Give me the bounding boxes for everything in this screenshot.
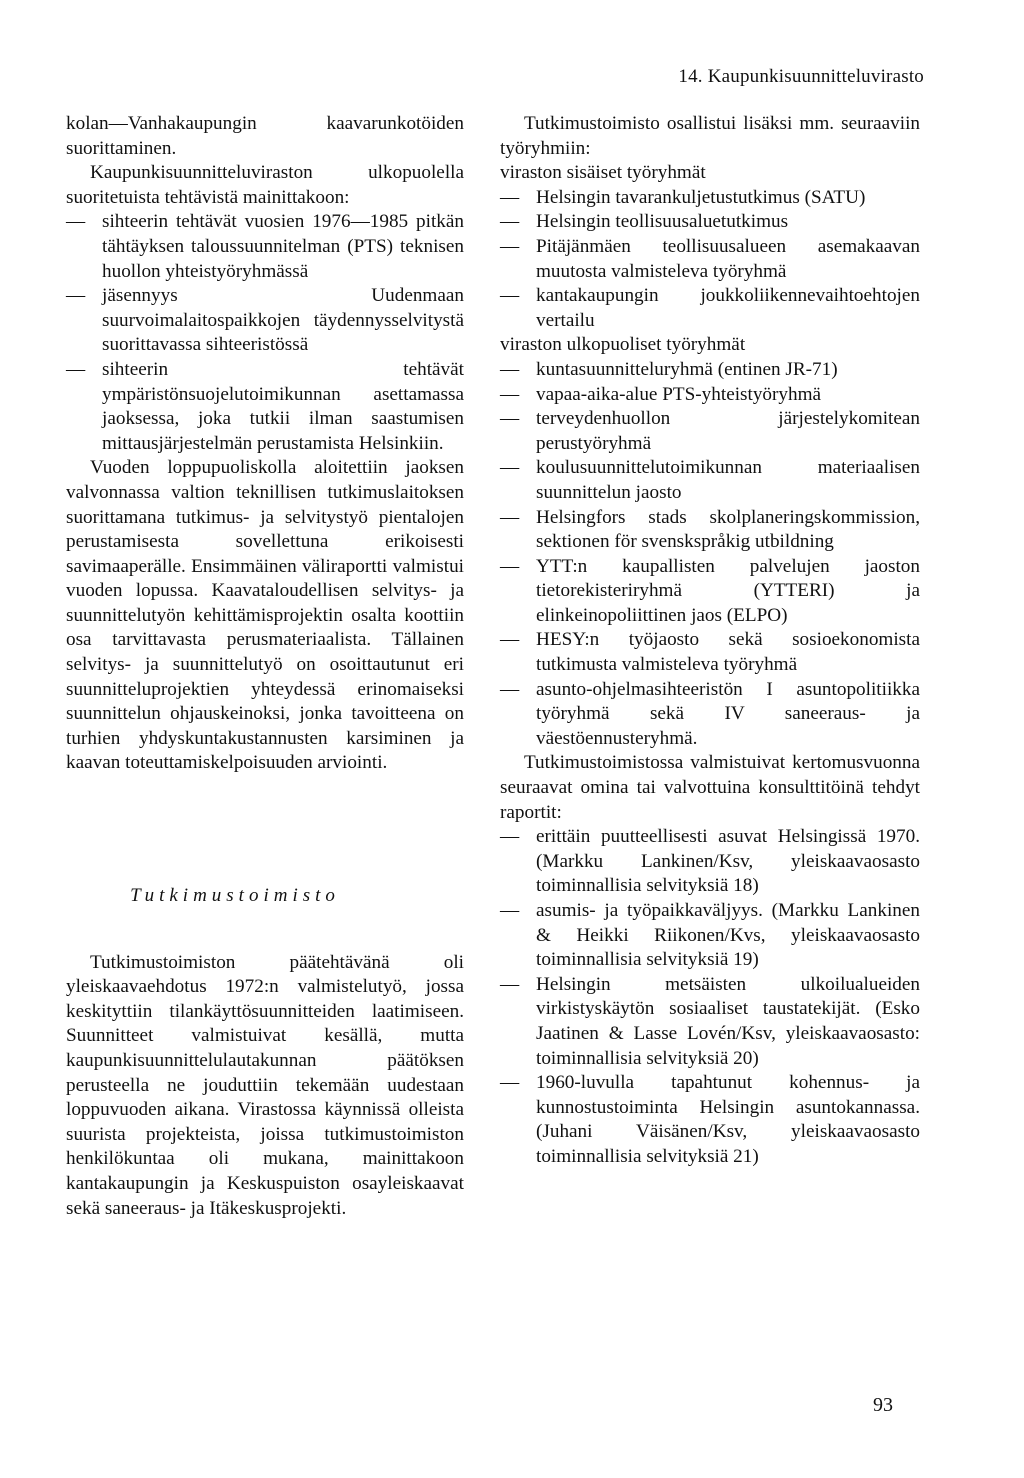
dash-marker: — <box>66 211 86 233</box>
subgroup-label: viraston ulkopuoliset työryhmät <box>500 334 746 356</box>
report-item: — Helsingin metsäisten ulkoilualueiden virkistyskäytön sosiaaliset taustatekijät. (Esko Jaatinen & Lasse Lovén/Ksv, yleiskaavaosasto: toiminnallisia selvityksiä 20) <box>500 973 920 1069</box>
list-item: — sihteerin tehtävät ympäristönsuojelutoimikunnan asettamassa jaoksessa, joka tutkii ilman saastumisen mittausjärjestelmän perustamista Helsinkiin. <box>66 358 464 454</box>
list-item: — koulusuunnittelutoimikunnan materiaalisen suunnittelun jaosto <box>500 457 920 503</box>
list-item: — sihteerin tehtävät vuosien 1976—1985 pitkän tähtäyksen taloussuunnitelman (PTS) teknisen huollon yhteistyöryhmässä <box>66 211 464 282</box>
dash-marker: — <box>500 629 520 651</box>
dash-marker: — <box>500 358 520 380</box>
list-item: — jäsennyys Uudenmaan suurvoimalaitospaikkojen täydennysselvitystä suorittavassa sihteeristössä <box>66 285 464 356</box>
report-item: — 1960-luvulla tapahtunut kohennus- ja kunnostustoiminta Helsingin asuntokannassa. (Juhani Väisänen/Ksv, yleiskaavaosasto toiminnallisia selvityksiä 21) <box>500 1072 920 1167</box>
list-item: — kuntasuunnitteluryhmä (entinen JR-71) <box>500 358 920 383</box>
dash-marker: — <box>500 826 520 848</box>
dash-marker: — <box>500 900 520 921</box>
dash-marker: — <box>500 1072 520 1094</box>
dash-marker: — <box>500 186 520 208</box>
dash-marker: — <box>500 408 520 430</box>
dash-marker: — <box>500 678 520 700</box>
dash-marker: — <box>500 235 520 257</box>
intro-paragraph: Kaupunkisuunnitteluviraston ulkopuolella suoritetuista tehtävistä mainittakoon: <box>66 162 464 208</box>
continued-text: kolan—Vanhakaupungin kaavarunkotöiden suorittaminen. <box>66 113 464 159</box>
dash-marker: — <box>500 285 520 307</box>
dash-marker: — <box>500 506 520 528</box>
intro-paragraph: Tutkimustoimisto osallistui lisäksi mm. seuraaviin työryhmiin: <box>500 113 920 159</box>
list-item: — HESY:n työjaosto sekä sosioekonomista tutkimusta valmisteleva työryhmä <box>500 629 920 676</box>
running-header: 14. Kaupunkisuunnitteluvirasto <box>678 66 924 87</box>
dash-marker: — <box>500 383 520 405</box>
dash-marker: — <box>500 457 520 479</box>
dash-marker: — <box>500 973 520 995</box>
left-column <box>66 112 464 1221</box>
list-item: — Pitäjänmäen teollisuusalueen asemakaavan muutosta valmisteleva työryhmä <box>500 235 920 282</box>
right-column <box>500 112 920 1170</box>
dash-marker: — <box>66 285 86 307</box>
list-item: — vapaa-aika-alue PTS-yhteistyöryhmä <box>500 383 920 408</box>
list-item: — Helsingfors stads skolplaneringskommission, sektionen för svenskspråkig utbildning <box>500 506 920 553</box>
dash-marker: — <box>500 555 520 577</box>
body-paragraph: Vuoden loppupuoliskolla aloitettiin jaoksen valvonnassa valtion teknillisen tutkimuslaitoksen suorittamana tutkimus- ja selvitystyö pientalojen perustamisesta sovellettuna erikoisesti savimaaperälle. Ensimmäinen väliraportti valmistui vuoden lopussa. Kaavataloudellisen selvitys- ja suunnittelutyön kehittämisprojektin osalta koottiin osa tarvittavasta perusmateriaalista. Tällainen selvitys- ja suunnittelutyö on osoittautunut eri suunnitteluprojektien yhteydessä erinomaiseksi suunnittelun ohjauskeinoksi, jonka tavoitteena on turhien yhdyskuntakustannusten karsiminen ja kaavan toteuttamiskelpoisuuden arviointi. <box>66 457 464 774</box>
list-item: — Helsingin teollisuusaluetutkimus <box>500 210 920 235</box>
report-item: — erittäin puutteellisesti asuvat Helsingissä 1970. (Markku Lankinen/Ksv, yleiskaavaosasto toiminnallisia selvityksiä 18) <box>500 826 920 897</box>
subgroup-label: viraston sisäiset työryhmät <box>500 162 706 184</box>
page-number: 93 <box>873 1394 893 1416</box>
list-item: — YTT:n kaupallisten palvelujen jaoston tietorekisteriryhmä (YTTERI) ja elinkeinopoliittinen jaos (ELPO) <box>500 555 920 626</box>
list-item: — Helsingin tavarankuljetustutkimus (SATU) <box>500 186 920 211</box>
dash-marker: — <box>500 211 520 233</box>
section-heading: Tutkimustoimisto <box>130 885 340 907</box>
list-item: — kantakaupungin joukkoliikennevaihtoehtojen vertailu <box>500 285 920 331</box>
list-item: — asunto-ohjelmasihteeristön I asuntopolitiikka työryhmä sekä IV saneeraus- ja väestöennusteryhmä. <box>500 678 920 749</box>
dash-marker: — <box>66 358 86 380</box>
body-paragraph: Tutkimustoimiston päätehtävänä oli yleiskaavaehdotus 1972:n valmistelutyö, jossa keskityttiin tilankäyttösuunnitteiden laatimiseen. Suunnitteet valmistuivat kesällä, mutta kaupunkisuunnittelulautakunnan päätöksen perusteella ne jouduttiin tekemään uudestaan loppuvuoden aikana. Virastossa käynnissä olleista suurista projekteista, joissa tutkimustoimiston henkilökuntaa oli mukana, mainittakoon kantakaupungin ja Keskuspuiston osayleiskaavat sekä saneeraus- ja Itäkeskusprojekti. <box>66 951 464 1219</box>
reports-intro: Tutkimustoimistossa valmistuivat kertomusvuonna seuraavat omina tai valvottuina konsulttitöinä tehdyt raportit: <box>500 752 920 823</box>
list-item: — terveydenhuollon järjestelykomitean perustyöryhmä <box>500 408 920 454</box>
report-item: — asumis- ja työpaikkaväljyys. (Markku Lankinen & Heikki Riikonen/Kvs, yleiskaavaosasto toiminnallisia selvityksiä 19) <box>500 900 920 971</box>
